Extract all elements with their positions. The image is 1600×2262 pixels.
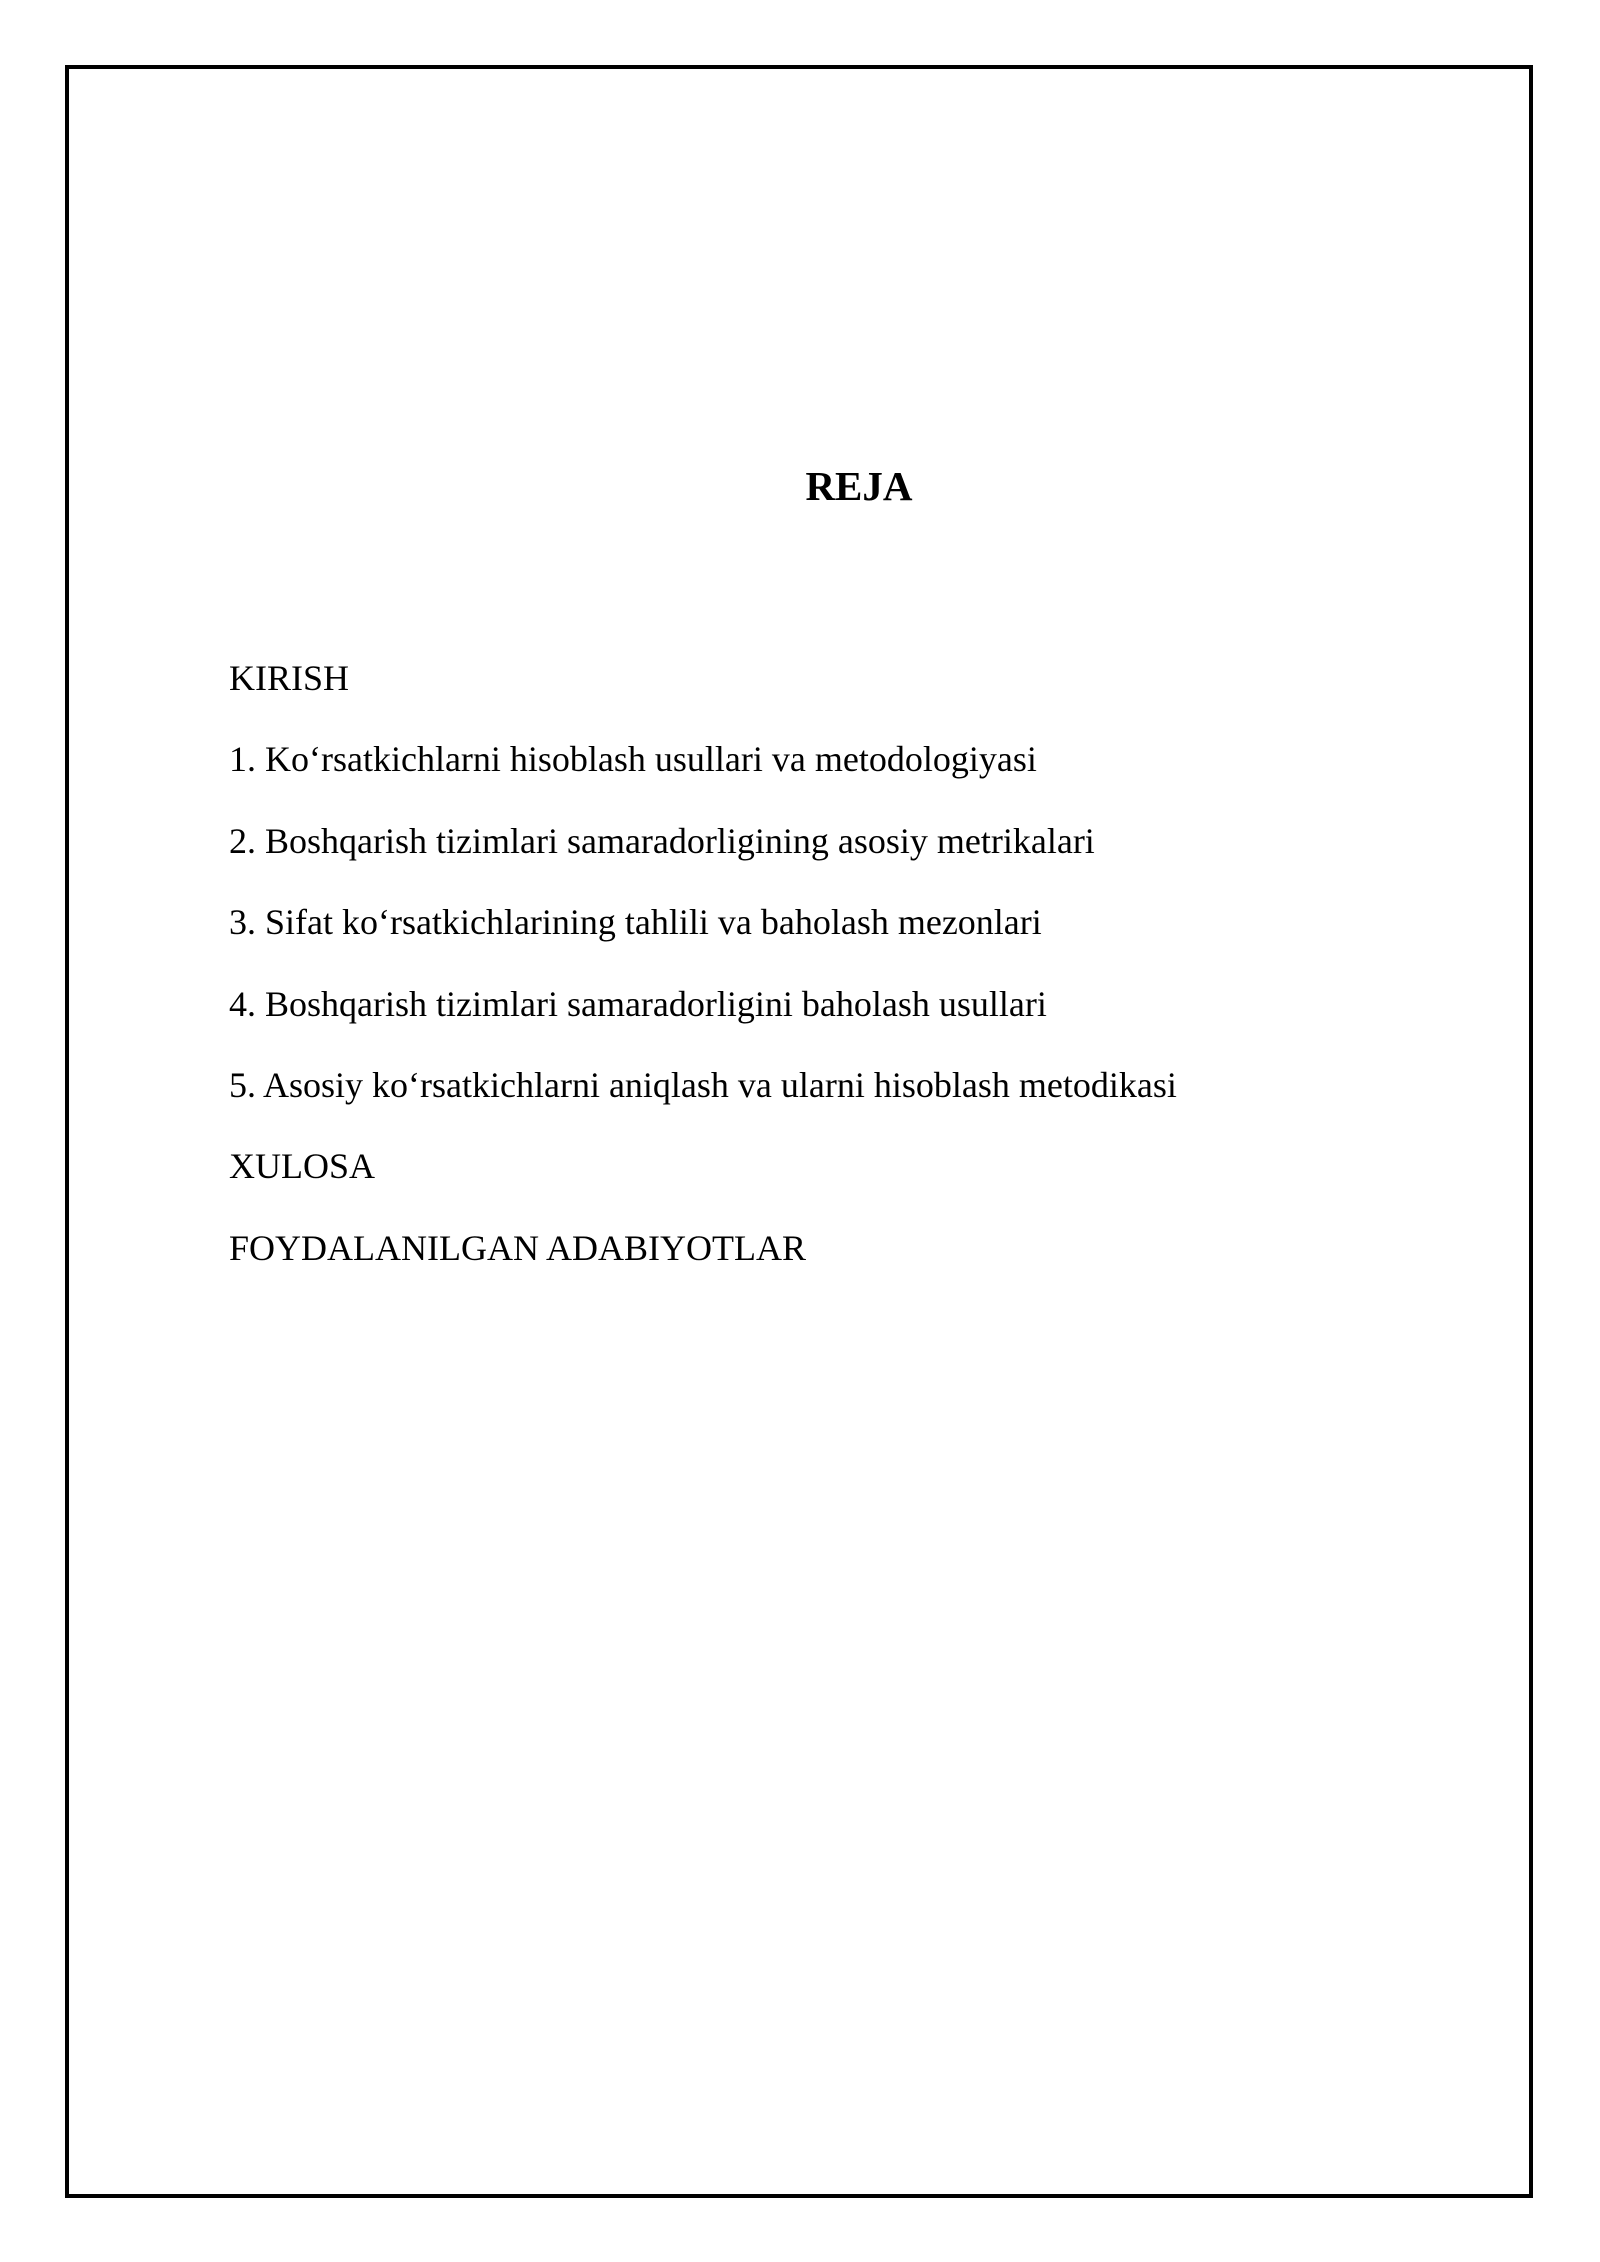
toc-item-1: 1. Ko‘rsatkichlarni hisoblash usullari va metodologiyasi — [229, 739, 1037, 780]
page-title: REJA — [805, 463, 913, 509]
toc-item-references: FOYDALANILGAN ADABIYOTLAR — [229, 1227, 806, 1268]
table-of-contents — [229, 638, 1177, 1289]
toc-item-conclusion: XULOSA — [229, 1146, 376, 1187]
toc-item-4: 4. Boshqarish tizimlari samaradorligini baholash usullari — [229, 983, 1047, 1024]
toc-item-2: 2. Boshqarish tizimlari samaradorligining asosiy metrikalari — [229, 820, 1095, 861]
toc-item-5: 5. Asosiy ko‘rsatkichlarni aniqlash va ularni hisoblash metodikasi — [229, 1065, 1177, 1106]
toc-item-introduction: KIRISH — [229, 658, 350, 698]
toc-item-3: 3. Sifat ko‘rsatkichlarining tahlili va baholash mezonlari — [229, 902, 1042, 943]
